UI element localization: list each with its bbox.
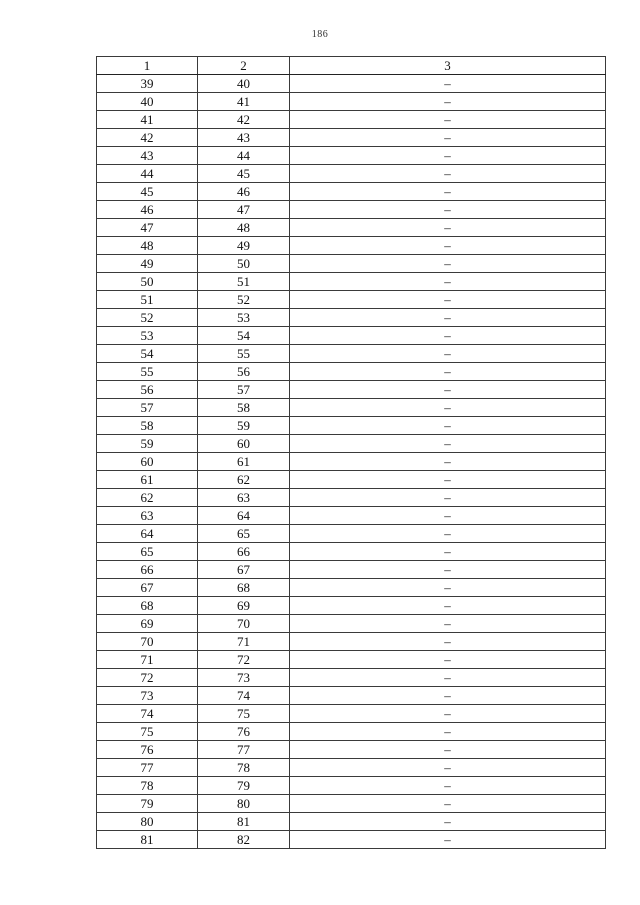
table-cell-col-3: – bbox=[290, 795, 606, 813]
table-cell-col-3: – bbox=[290, 399, 606, 417]
table-cell-col-2: 64 bbox=[198, 507, 290, 525]
table-row bbox=[97, 561, 606, 579]
table-cell-col-1: 44 bbox=[97, 165, 198, 183]
table-cell-col-2: 49 bbox=[198, 237, 290, 255]
table-cell-col-2: 55 bbox=[198, 345, 290, 363]
table-cell-col-3: – bbox=[290, 507, 606, 525]
table-cell-col-2: 77 bbox=[198, 741, 290, 759]
table-cell-col-1: 42 bbox=[97, 129, 198, 147]
table-row bbox=[97, 507, 606, 525]
table-cell-col-1: 60 bbox=[97, 453, 198, 471]
table-cell-col-2: 78 bbox=[198, 759, 290, 777]
table-cell-col-2: 42 bbox=[198, 111, 290, 129]
table-cell-col-2: 69 bbox=[198, 597, 290, 615]
table-cell-col-1: 63 bbox=[97, 507, 198, 525]
table-cell-col-1: 56 bbox=[97, 381, 198, 399]
table-row bbox=[97, 525, 606, 543]
table-cell-col-1: 43 bbox=[97, 147, 198, 165]
table-row bbox=[97, 543, 606, 561]
table-cell-col-1: 79 bbox=[97, 795, 198, 813]
table-cell-col-1: 46 bbox=[97, 201, 198, 219]
table-cell-col-1: 64 bbox=[97, 525, 198, 543]
table-cell-col-2: 82 bbox=[198, 831, 290, 849]
table-cell-col-3: – bbox=[290, 489, 606, 507]
table-cell-col-3: – bbox=[290, 759, 606, 777]
table-row bbox=[97, 399, 606, 417]
table-cell-col-2: 81 bbox=[198, 813, 290, 831]
table-cell-col-2: 44 bbox=[198, 147, 290, 165]
table-cell-col-2: 58 bbox=[198, 399, 290, 417]
column-header-2: 2 bbox=[198, 57, 290, 75]
table-cell-col-1: 76 bbox=[97, 741, 198, 759]
table-row bbox=[97, 345, 606, 363]
data-table bbox=[96, 56, 606, 849]
table-cell-col-2: 62 bbox=[198, 471, 290, 489]
table-cell-col-2: 72 bbox=[198, 651, 290, 669]
table-cell-col-1: 75 bbox=[97, 723, 198, 741]
table-cell-col-3: – bbox=[290, 273, 606, 291]
table-cell-col-1: 45 bbox=[97, 183, 198, 201]
table-row bbox=[97, 381, 606, 399]
table-cell-col-3: – bbox=[290, 165, 606, 183]
table-cell-col-2: 75 bbox=[198, 705, 290, 723]
table-row bbox=[97, 489, 606, 507]
table-cell-col-1: 52 bbox=[97, 309, 198, 327]
table-row bbox=[97, 831, 606, 849]
table-cell-col-2: 73 bbox=[198, 669, 290, 687]
table-row bbox=[97, 237, 606, 255]
table-cell-col-2: 51 bbox=[198, 273, 290, 291]
table-cell-col-3: – bbox=[290, 93, 606, 111]
table-cell-col-3: – bbox=[290, 831, 606, 849]
table-row bbox=[97, 291, 606, 309]
table-cell-col-1: 53 bbox=[97, 327, 198, 345]
table-cell-col-1: 80 bbox=[97, 813, 198, 831]
table-cell-col-3: – bbox=[290, 453, 606, 471]
table-cell-col-2: 66 bbox=[198, 543, 290, 561]
table-cell-col-1: 55 bbox=[97, 363, 198, 381]
table-cell-col-3: – bbox=[290, 615, 606, 633]
table-row bbox=[97, 669, 606, 687]
table-cell-col-2: 53 bbox=[198, 309, 290, 327]
table-cell-col-3: – bbox=[290, 777, 606, 795]
table-cell-col-2: 74 bbox=[198, 687, 290, 705]
table-row bbox=[97, 705, 606, 723]
table-cell-col-2: 71 bbox=[198, 633, 290, 651]
table-cell-col-1: 68 bbox=[97, 597, 198, 615]
table-row bbox=[97, 147, 606, 165]
table-cell-col-3: – bbox=[290, 75, 606, 93]
table-cell-col-3: – bbox=[290, 309, 606, 327]
table-cell-col-1: 57 bbox=[97, 399, 198, 417]
table-cell-col-1: 67 bbox=[97, 579, 198, 597]
table-row bbox=[97, 273, 606, 291]
table-cell-col-3: – bbox=[290, 579, 606, 597]
table-cell-col-2: 50 bbox=[198, 255, 290, 273]
table-cell-col-3: – bbox=[290, 237, 606, 255]
table-cell-col-1: 70 bbox=[97, 633, 198, 651]
table-row bbox=[97, 471, 606, 489]
table-cell-col-3: – bbox=[290, 669, 606, 687]
table-cell-col-3: – bbox=[290, 633, 606, 651]
table-cell-col-2: 46 bbox=[198, 183, 290, 201]
table-header bbox=[97, 57, 606, 75]
table-cell-col-1: 62 bbox=[97, 489, 198, 507]
table-cell-col-1: 39 bbox=[97, 75, 198, 93]
table-row bbox=[97, 183, 606, 201]
table-row bbox=[97, 723, 606, 741]
header-row bbox=[97, 57, 606, 75]
table-cell-col-3: – bbox=[290, 687, 606, 705]
table-cell-col-2: 41 bbox=[198, 93, 290, 111]
table-cell-col-3: – bbox=[290, 363, 606, 381]
table-cell-col-3: – bbox=[290, 723, 606, 741]
table-row bbox=[97, 813, 606, 831]
table-cell-col-3: – bbox=[290, 435, 606, 453]
table-row bbox=[97, 633, 606, 651]
table-cell-col-2: 79 bbox=[198, 777, 290, 795]
table-cell-col-3: – bbox=[290, 741, 606, 759]
table-cell-col-3: – bbox=[290, 381, 606, 399]
table-row bbox=[97, 597, 606, 615]
table-cell-col-2: 54 bbox=[198, 327, 290, 345]
table-cell-col-2: 43 bbox=[198, 129, 290, 147]
table-cell-col-1: 49 bbox=[97, 255, 198, 273]
table-body bbox=[97, 75, 606, 849]
table-cell-col-2: 59 bbox=[198, 417, 290, 435]
table-cell-col-3: – bbox=[290, 813, 606, 831]
table-row bbox=[97, 615, 606, 633]
table-cell-col-1: 58 bbox=[97, 417, 198, 435]
table-row bbox=[97, 255, 606, 273]
table-cell-col-3: – bbox=[290, 147, 606, 165]
table-cell-col-3: – bbox=[290, 201, 606, 219]
table-cell-col-2: 40 bbox=[198, 75, 290, 93]
table-cell-col-3: – bbox=[290, 651, 606, 669]
table-row bbox=[97, 417, 606, 435]
table-row bbox=[97, 111, 606, 129]
table-cell-col-3: – bbox=[290, 471, 606, 489]
table-cell-col-1: 59 bbox=[97, 435, 198, 453]
table-cell-col-2: 65 bbox=[198, 525, 290, 543]
table-cell-col-3: – bbox=[290, 543, 606, 561]
table-row bbox=[97, 453, 606, 471]
table-row bbox=[97, 363, 606, 381]
table-row bbox=[97, 327, 606, 345]
table-row bbox=[97, 651, 606, 669]
table-cell-col-1: 81 bbox=[97, 831, 198, 849]
table-cell-col-1: 74 bbox=[97, 705, 198, 723]
table-cell-col-3: – bbox=[290, 561, 606, 579]
table-cell-col-3: – bbox=[290, 525, 606, 543]
table-cell-col-1: 40 bbox=[97, 93, 198, 111]
table-row bbox=[97, 777, 606, 795]
table-cell-col-1: 61 bbox=[97, 471, 198, 489]
table-cell-col-2: 70 bbox=[198, 615, 290, 633]
page-number: 186 bbox=[311, 29, 329, 40]
table-row bbox=[97, 687, 606, 705]
table-row bbox=[97, 759, 606, 777]
table-cell-col-1: 73 bbox=[97, 687, 198, 705]
table-cell-col-3: – bbox=[290, 705, 606, 723]
table-cell-col-1: 72 bbox=[97, 669, 198, 687]
table-row bbox=[97, 75, 606, 93]
column-header-3: 3 bbox=[290, 57, 606, 75]
table-cell-col-2: 45 bbox=[198, 165, 290, 183]
table-cell-col-1: 50 bbox=[97, 273, 198, 291]
table-cell-col-3: – bbox=[290, 345, 606, 363]
table-cell-col-3: – bbox=[290, 111, 606, 129]
table-cell-col-1: 77 bbox=[97, 759, 198, 777]
table-row bbox=[97, 219, 606, 237]
table-row bbox=[97, 579, 606, 597]
table-cell-col-1: 78 bbox=[97, 777, 198, 795]
table-row bbox=[97, 309, 606, 327]
table-row bbox=[97, 93, 606, 111]
table-cell-col-2: 48 bbox=[198, 219, 290, 237]
table-cell-col-2: 67 bbox=[198, 561, 290, 579]
table-cell-col-2: 63 bbox=[198, 489, 290, 507]
table-cell-col-2: 68 bbox=[198, 579, 290, 597]
table-row bbox=[97, 741, 606, 759]
table-cell-col-2: 52 bbox=[198, 291, 290, 309]
table-cell-col-1: 69 bbox=[97, 615, 198, 633]
table-cell-col-3: – bbox=[290, 291, 606, 309]
table-cell-col-3: – bbox=[290, 417, 606, 435]
column-header-1: 1 bbox=[97, 57, 198, 75]
table-row bbox=[97, 795, 606, 813]
table-row bbox=[97, 435, 606, 453]
table-cell-col-2: 80 bbox=[198, 795, 290, 813]
table-cell-col-3: – bbox=[290, 255, 606, 273]
table-cell-col-2: 57 bbox=[198, 381, 290, 399]
table-cell-col-3: – bbox=[290, 597, 606, 615]
table-cell-col-3: – bbox=[290, 327, 606, 345]
table-cell-col-2: 60 bbox=[198, 435, 290, 453]
table-cell-col-1: 48 bbox=[97, 237, 198, 255]
table-cell-col-1: 51 bbox=[97, 291, 198, 309]
table-cell-col-2: 47 bbox=[198, 201, 290, 219]
table-row bbox=[97, 129, 606, 147]
table-cell-col-1: 41 bbox=[97, 111, 198, 129]
table-cell-col-1: 66 bbox=[97, 561, 198, 579]
table-cell-col-2: 56 bbox=[198, 363, 290, 381]
table-cell-col-3: – bbox=[290, 129, 606, 147]
table-row bbox=[97, 201, 606, 219]
table-cell-col-3: – bbox=[290, 183, 606, 201]
table-cell-col-2: 61 bbox=[198, 453, 290, 471]
table-cell-col-1: 65 bbox=[97, 543, 198, 561]
table-cell-col-1: 47 bbox=[97, 219, 198, 237]
table-cell-col-3: – bbox=[290, 219, 606, 237]
table-row bbox=[97, 165, 606, 183]
table-cell-col-1: 54 bbox=[97, 345, 198, 363]
table-cell-col-1: 71 bbox=[97, 651, 198, 669]
table-cell-col-2: 76 bbox=[198, 723, 290, 741]
